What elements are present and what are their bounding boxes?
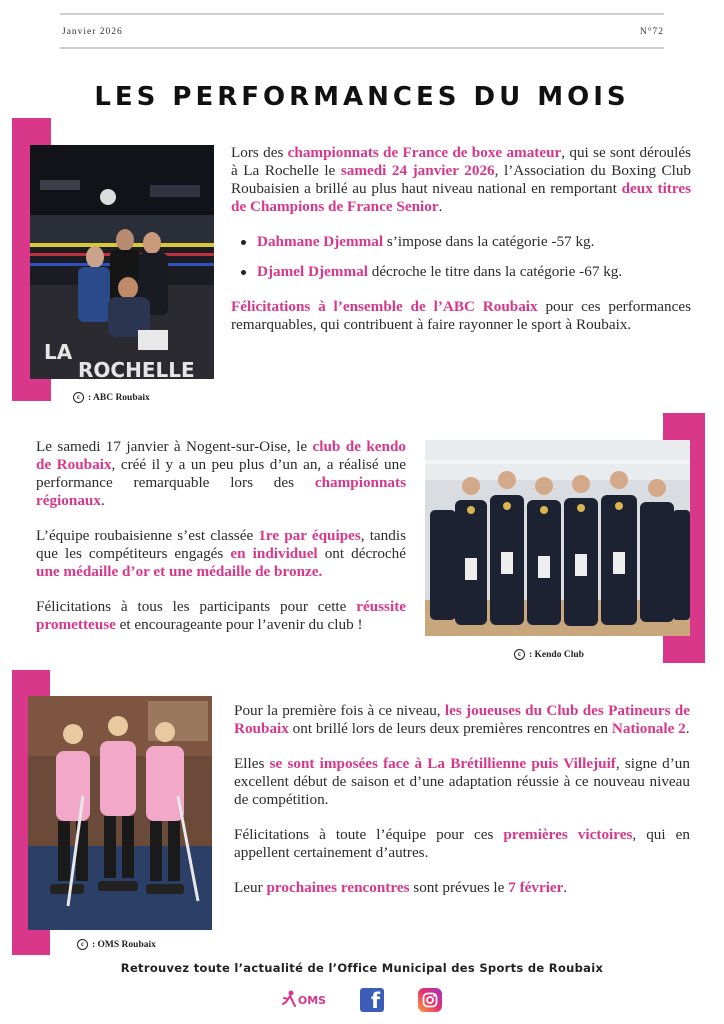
roller-article bbox=[234, 702, 690, 914]
photo-credit-2 bbox=[514, 649, 584, 660]
highlight-text: deux titres de Champions de France Senior bbox=[231, 180, 691, 215]
photo-caption-rochelle: ROCHELLE bbox=[78, 358, 195, 379]
highlight-text: samedi 24 janvier 2026 bbox=[340, 162, 495, 179]
credit-label: : ABC Roubaix bbox=[88, 392, 150, 403]
highlight-text: en individuel bbox=[230, 545, 318, 562]
top-rule bbox=[60, 13, 664, 15]
copyright-icon: c bbox=[73, 392, 84, 403]
body-text: ont brillé lors de leurs deux premières rencontres en bbox=[288, 720, 612, 737]
page-title: LES PERFORMANCES DU MOIS bbox=[94, 82, 630, 112]
body-text: Leur bbox=[234, 879, 267, 896]
body-text: . bbox=[685, 720, 690, 737]
issue-number: N°72 bbox=[639, 27, 664, 37]
highlight-text: Félicitations à l’ensemble de l’ABC Roubaix bbox=[231, 298, 538, 315]
header-rule bbox=[60, 47, 664, 49]
body-text: , créé il y a un peu plus d’un an, a réalisé une performance remarquable lors des bbox=[36, 456, 406, 491]
highlight-text: Dahmane Djemmal bbox=[257, 233, 384, 250]
photo-caption-la: LA bbox=[44, 340, 73, 364]
highlight-text: les joueuses du Club des Patineurs de Roubaix bbox=[234, 702, 690, 737]
oms-logo-text: OMS bbox=[297, 993, 327, 1007]
body-text: , qui en appellent certainement d’autres. bbox=[234, 826, 690, 861]
highlight-text: championnats régionaux bbox=[36, 474, 406, 509]
body-text: . bbox=[438, 198, 443, 215]
highlight-text: réussite prometteuse bbox=[36, 598, 406, 633]
roller-wins bbox=[234, 755, 690, 809]
body-text: Lors des bbox=[231, 144, 288, 161]
highlight-text: 7 février bbox=[508, 879, 564, 896]
body-text: et encourageante pour l’avenir du club ! bbox=[115, 616, 363, 633]
photo-credit-1 bbox=[73, 392, 150, 403]
body-text: Le samedi 17 janvier à Nogent-sur-Oise, le bbox=[36, 438, 313, 455]
highlight-text: une médaille d’or et une médaille de bronze. bbox=[36, 563, 323, 580]
credit-label: : Kendo Club bbox=[529, 649, 584, 660]
kendo-congrats bbox=[36, 598, 406, 634]
highlight-text: prochaines rencontres bbox=[266, 879, 410, 896]
footer-text: Retrouvez toute l’actualité de l’Office Municipal des Sports de Roubaix bbox=[120, 961, 604, 975]
highlight-text: 1re par équipes bbox=[258, 527, 361, 544]
highlight-text: premières victoires bbox=[503, 826, 633, 843]
boxing-intro bbox=[231, 144, 691, 216]
champions-list bbox=[231, 233, 691, 281]
body-text: Pour la première fois à ce niveau, bbox=[234, 702, 445, 719]
photo-credit-3 bbox=[77, 939, 156, 950]
oms-logo[interactable] bbox=[282, 990, 326, 1010]
body-text: ont décroché bbox=[317, 545, 406, 562]
kendo-intro bbox=[36, 438, 406, 510]
kendo-team-photo bbox=[425, 440, 690, 636]
highlight-text: Djamel Djemmal bbox=[257, 263, 368, 280]
roller-next bbox=[234, 879, 690, 897]
social-links bbox=[0, 988, 724, 1012]
highlight-text: Nationale 2 bbox=[611, 720, 686, 737]
kendo-article bbox=[36, 438, 406, 651]
boxing-article bbox=[231, 144, 691, 351]
body-text: , tandis que les compétiteurs engagés bbox=[36, 527, 406, 562]
champion-item bbox=[231, 263, 691, 281]
body-text: L’équipe roubaisienne s’est classée bbox=[36, 527, 259, 544]
highlight-text: club de kendo de Roubaix bbox=[36, 438, 407, 473]
body-text: . bbox=[563, 879, 568, 896]
roller-team-photo bbox=[28, 696, 212, 930]
body-text: pour ces performances remarquables, qui contribuent à faire rayonner le sport à Roubaix. bbox=[231, 298, 691, 333]
champion-item bbox=[231, 233, 691, 251]
body-text: sont prévues le bbox=[409, 879, 509, 896]
body-text: décroche le titre dans la catégorie -67 kg. bbox=[367, 263, 623, 280]
body-text: , qui se sont déroulés à La Rochelle le bbox=[231, 144, 692, 179]
instagram-icon[interactable] bbox=[418, 988, 442, 1012]
highlight-text: championnats de France de boxe amateur bbox=[287, 144, 562, 161]
body-text: Félicitations à tous les participants pour cette bbox=[36, 598, 357, 615]
body-text: . bbox=[100, 492, 105, 509]
facebook-glyph: f bbox=[370, 989, 381, 1013]
boxing-congrats bbox=[231, 298, 691, 334]
roller-congrats bbox=[234, 826, 690, 862]
kendo-results bbox=[36, 527, 406, 581]
roller-intro bbox=[234, 702, 690, 738]
oms-runner-icon bbox=[282, 990, 296, 1010]
body-text: s’impose dans la catégorie -57 kg. bbox=[383, 233, 595, 250]
copyright-icon: c bbox=[77, 939, 88, 950]
body-text: Félicitations à toute l’équipe pour ces bbox=[234, 826, 504, 843]
copyright-icon: c bbox=[514, 649, 525, 660]
body-text: , l’Association du Boxing Club Roubaisien a brillé au plus haut niveau national en remportant bbox=[231, 162, 692, 197]
issue-date: Janvier 2026 bbox=[62, 27, 123, 37]
credit-label: : OMS Roubaix bbox=[92, 939, 156, 950]
body-text: Elles bbox=[234, 755, 270, 772]
highlight-text: se sont imposées face à La Brétillienne puis Villejuif bbox=[269, 755, 616, 772]
body-text: , signe d’un excellent début de saison et d’une adaptation réussie à ce nouveau niveau de compétition. bbox=[234, 755, 690, 808]
boxing-team-photo bbox=[30, 145, 214, 379]
facebook-icon[interactable] bbox=[360, 988, 384, 1012]
